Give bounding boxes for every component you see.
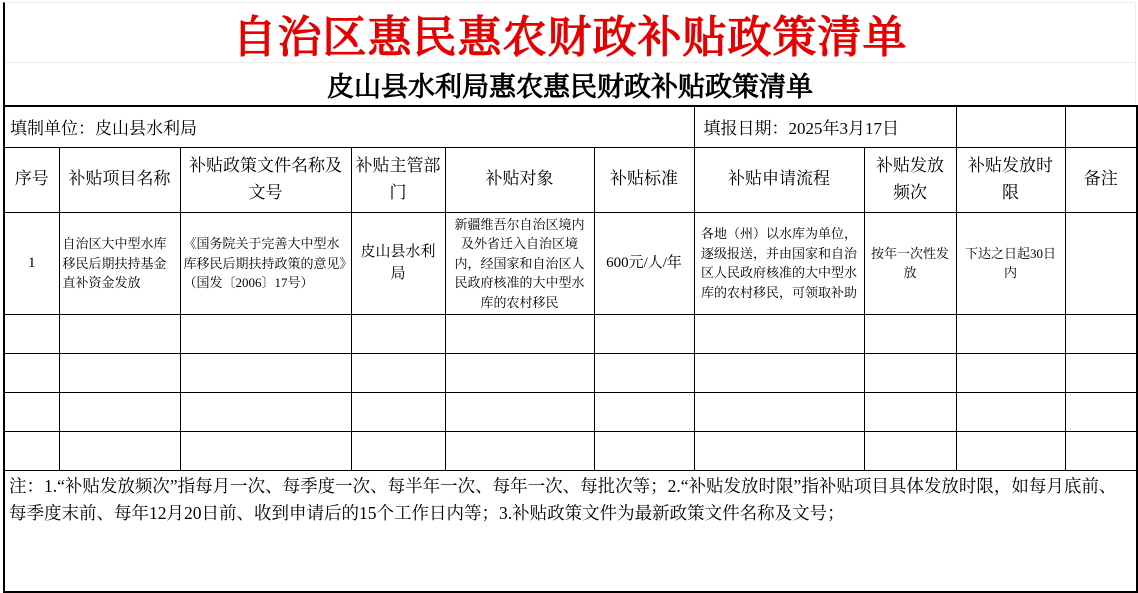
footnote-cell: 注：1.“补贴发放频次”指每月一次、每季度一次、每半年一次、每年一次、每批次等；2.“补贴发放时限”指补贴项目具体发放时限，如每月底前、每季度末前、每年12月20日前、收到申请后的15个工作日内等；3.补贴政策文件为最新政策文件名称及文号； bbox=[4, 471, 1137, 592]
column-header-policy-doc: 补贴政策文件名称及文号 bbox=[180, 147, 351, 212]
empty-cell bbox=[59, 393, 180, 432]
empty-cell bbox=[4, 354, 59, 393]
empty-cell bbox=[956, 393, 1065, 432]
empty-cell bbox=[956, 432, 1065, 471]
empty-cell bbox=[694, 432, 864, 471]
page-subtitle: 皮山县水利局惠农惠民财政补贴政策清单 bbox=[327, 71, 813, 102]
empty-cell bbox=[694, 393, 864, 432]
empty-cell bbox=[1065, 354, 1137, 393]
empty-cell bbox=[4, 315, 59, 354]
column-header-row bbox=[4, 147, 1137, 212]
empty-row bbox=[4, 432, 1137, 471]
column-header-department: 补贴主管部门 bbox=[351, 147, 445, 212]
empty-cell bbox=[956, 315, 1065, 354]
column-header-seq: 序号 bbox=[4, 147, 59, 212]
empty-cell bbox=[351, 315, 445, 354]
column-header-deadline: 补贴发放时限 bbox=[956, 147, 1065, 212]
target-cell: 新疆维吾尔自治区境内及外省迁入自治区境内，经国家和自治区人民政府核准的大中型水库的农村移民 bbox=[445, 212, 594, 315]
empty-cell bbox=[864, 393, 956, 432]
empty-cell bbox=[445, 315, 594, 354]
title-area bbox=[3, 2, 1136, 105]
empty-cell bbox=[445, 432, 594, 471]
standard-cell: 600元/人/年 bbox=[594, 212, 694, 315]
empty-cell bbox=[864, 315, 956, 354]
empty-cell bbox=[594, 315, 694, 354]
empty-cell bbox=[594, 432, 694, 471]
empty-cell bbox=[4, 393, 59, 432]
table-row bbox=[4, 212, 1137, 315]
empty-cell bbox=[59, 354, 180, 393]
prepared-by-cell: 填制单位：皮山县水利局 bbox=[4, 106, 694, 147]
empty-cell bbox=[351, 432, 445, 471]
empty-cell bbox=[694, 354, 864, 393]
empty-cell bbox=[594, 393, 694, 432]
empty-cell bbox=[445, 393, 594, 432]
column-header-remark: 备注 bbox=[1065, 147, 1137, 212]
empty-cell bbox=[351, 393, 445, 432]
empty-cell bbox=[694, 315, 864, 354]
page-title: 自治区惠民惠农财政补贴政策清单 bbox=[5, 3, 1135, 63]
empty-cell bbox=[180, 432, 351, 471]
empty-cell bbox=[59, 315, 180, 354]
empty-cell bbox=[956, 354, 1065, 393]
empty-cell bbox=[1065, 315, 1137, 354]
process-cell: 各地（州）以水库为单位，逐级报送，并由国家和自治区人民政府核准的大中型水库的农村移民，可领取补助 bbox=[694, 212, 864, 315]
empty-row bbox=[4, 354, 1137, 393]
empty-cell bbox=[180, 393, 351, 432]
empty-row bbox=[4, 393, 1137, 432]
empty-cell bbox=[1065, 432, 1137, 471]
empty-cell bbox=[1065, 393, 1137, 432]
info-row bbox=[4, 106, 1137, 147]
empty-cell bbox=[864, 432, 956, 471]
empty-cell bbox=[59, 432, 180, 471]
remark-cell bbox=[1065, 212, 1137, 315]
project-name-cell: 自治区大中型水库移民后期扶持基金直补资金发放 bbox=[59, 212, 180, 315]
column-header-frequency: 补贴发放频次 bbox=[864, 147, 956, 212]
column-header-project-name: 补贴项目名称 bbox=[59, 147, 180, 212]
empty-cell bbox=[4, 432, 59, 471]
report-date-cell: 填报日期：2025年3月17日 bbox=[694, 106, 956, 147]
empty-cell bbox=[864, 354, 956, 393]
department-cell: 皮山县水利局 bbox=[351, 212, 445, 315]
empty-cell bbox=[351, 354, 445, 393]
empty-cell bbox=[180, 354, 351, 393]
info-spacer-cell bbox=[956, 106, 1065, 147]
column-header-standard: 补贴标准 bbox=[594, 147, 694, 212]
frequency-cell: 按年一次性发放 bbox=[864, 212, 956, 315]
empty-row bbox=[4, 315, 1137, 354]
seq-cell: 1 bbox=[4, 212, 59, 315]
deadline-cell: 下达之日起30日内 bbox=[956, 212, 1065, 315]
empty-cell bbox=[445, 354, 594, 393]
footnote-row bbox=[4, 471, 1137, 592]
policy-doc-cell: 《国务院关于完善大中型水库移民后期扶持政策的意见》（国发〔2006〕17号） bbox=[180, 212, 351, 315]
column-header-process: 补贴申请流程 bbox=[694, 147, 864, 212]
empty-cell bbox=[180, 315, 351, 354]
empty-cell bbox=[594, 354, 694, 393]
info-spacer-cell bbox=[1065, 106, 1137, 147]
subsidy-policy-table bbox=[3, 105, 1138, 593]
column-header-target: 补贴对象 bbox=[445, 147, 594, 212]
